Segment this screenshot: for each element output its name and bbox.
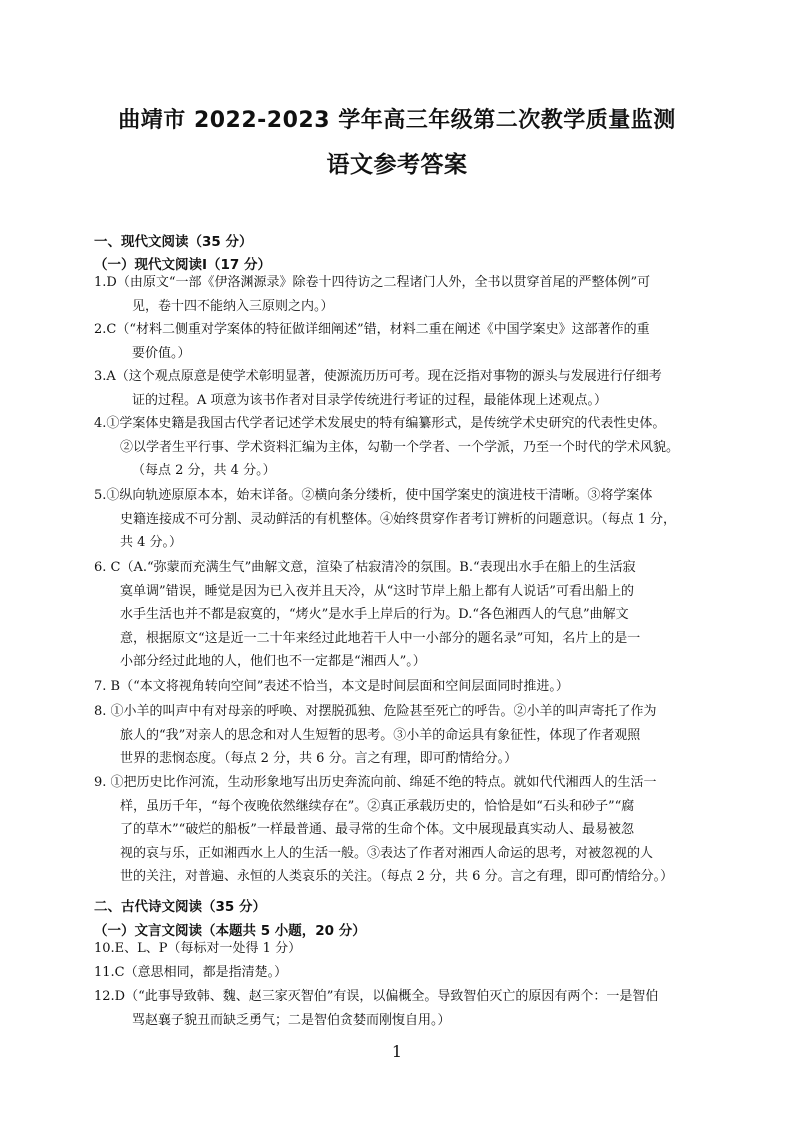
- page-number: 1: [391, 1042, 403, 1061]
- subsection-heading-modern-reading-1: （一）现代文阅读Ⅰ（17 分）: [94, 257, 272, 273]
- answer-item-3: [94, 365, 704, 412]
- answer-line: 要价值。）: [132, 345, 191, 361]
- answer-item-6: [94, 556, 704, 674]
- document-title: 曲靖市 2022-2023 学年高三年级第二次教学质量监测: [118, 108, 676, 133]
- answer-item-4: [94, 412, 704, 483]
- answer-line: 世界的悲悯态度。（每点 2 分，共 6 分。言之有理，即可酌情给分。）: [120, 751, 518, 766]
- answer-item-12: [94, 985, 704, 1032]
- answer-item-8: [94, 700, 704, 771]
- answer-line: ②以学者生平行事、学术资料汇编为主体，勾勒一个学者、一个学派，乃至一个时代的学术风貌。: [120, 439, 680, 455]
- answer-line: 视的哀与乐，正如湘西水上人的生活一般。③表达了作者对湘西人命运的思考，对被忽视的人: [120, 845, 654, 861]
- answer-line: 9. ①把历史比作河流，生动形象地写出历史奔流向前、绵延不绝的特点。就如代代湘西人的生活一: [94, 775, 657, 790]
- answer-line: 3.A（这个观点原意是使学术彰明显著，使源流历历可考。现在泛指对事物的源头与发展进行仔细考: [94, 369, 662, 384]
- answer-line: 世的关注，对普遍、永恒的人类哀乐的关注。（每点 2 分，共 6 分。言之有理，即可酌情给分。）: [120, 869, 674, 884]
- answer-line: 见，卷十四不能纳入三原则之内。）: [132, 298, 334, 314]
- answer-line: 4.①学案体史籍是我国古代学者记述学术发展史的特有编纂形式，是传统学术史研究的代表性史体。: [94, 416, 666, 431]
- answer-line: 8. ①小羊的叫声中有对母亲的呼唤、对摆脱孤独、危险甚至死亡的呼告。②小羊的叫声寄托了作为: [94, 704, 657, 719]
- section-heading-modern-reading: 一、现代文阅读（35 分）: [94, 234, 253, 250]
- answer-line: 5.①纵向轨迹原原本本，始末详备。②横向条分缕析，使中国学案史的演进枝干清晰。③将学案体: [94, 488, 653, 503]
- answer-line: 证的过程。A 项意为该书作者对目录学传统进行考证的过程，最能体现上述观点。）: [132, 392, 608, 408]
- answer-line: 6. C（A.“弥蒙而充满生气”曲解文意，渲染了枯寂清冷的氛围。B.“表现出水手在船上的生活寂: [94, 560, 636, 575]
- answer-line: 12.D（“此事导致韩、魏、赵三家灭智伯”有误，以偏概全。导致智伯灭亡的原因有两个：一是智伯: [94, 989, 659, 1004]
- answer-line: 样，虽历千年，“每个夜晚依然继续存在”。②真正承载历史的，恰恰是如“石头和砂子”“腐: [120, 798, 635, 814]
- answer-line: 骂赵襄子貌丑而缺乏勇气；二是智伯贪婪而刚愎自用。）: [132, 1012, 451, 1028]
- document-subtitle: 语文参考答案: [326, 152, 468, 178]
- answer-line: 水手生活也并不都是寂寞的，“烤火”是水手上岸后的行为。D.“各色湘西人的气息”曲解文: [120, 607, 629, 622]
- answer-line: 了的草木”“破烂的船板”一样最普通、最寻常的生命个体。文中展现最真实动人、最易被忽: [120, 822, 634, 837]
- answer-line: 意，根据原文“这是近一二十年来经过此地若干人中一小部分的题名录”可知，名片上的是一: [120, 630, 641, 646]
- answer-line: （每点 2 分，共 4 分。）: [132, 463, 276, 478]
- answer-line: 11.C（意思相同，都是指清楚。）: [94, 965, 288, 980]
- answer-line: 旅人的“我”对亲人的思念和对人生短暂的思考。③小羊的命运具有象征性，体现了作者观照: [120, 727, 641, 743]
- answer-line: 7. B（“本文将视角转向空间”表述不恰当，本文是时间层面和空间层面同时推进。）: [94, 679, 569, 694]
- subsection-heading-classical-prose: （一）文言文阅读（本题共 5 小题，20 分）: [94, 923, 366, 939]
- answer-line: 1.D（由原文“一部《伊洛渊源录》除卷十四待访之二程诸门人外，全书以贯穿首尾的严整体例”可: [94, 275, 651, 290]
- answer-item-11: [94, 961, 704, 985]
- answer-item-2: [94, 318, 704, 365]
- answer-item-5: [94, 484, 704, 555]
- answer-line: 共 4 分。）: [120, 535, 183, 550]
- answer-line: 2.C（“材料二侧重对学案体的特征做详细阐述”错，材料二重在阐述《中国学案史》这部著作的重: [94, 322, 650, 337]
- answer-line: 史籍连接成不可分割、灵动鲜活的有机整体。④始终贯穿作者考订辨析的问题意识。（每点 1 分，: [120, 511, 677, 527]
- answer-line: 小部分经过此地的人，他们也不一定都是“湘西人”。）: [120, 654, 426, 669]
- answer-item-1: [94, 271, 704, 318]
- answer-item-10: [94, 937, 704, 961]
- answer-item-9: [94, 771, 704, 889]
- answer-line: 10.E、L、P（每标对一处得 1 分）: [94, 941, 302, 956]
- answer-item-7: [94, 675, 704, 699]
- answer-line: 寞单调”错误，睡觉是因为已入夜并且天冷，从“这时节岸上船上都有人说话”可看出船上的: [120, 583, 634, 599]
- section-heading-classical-reading: 二、古代诗文阅读（35 分）: [94, 899, 266, 915]
